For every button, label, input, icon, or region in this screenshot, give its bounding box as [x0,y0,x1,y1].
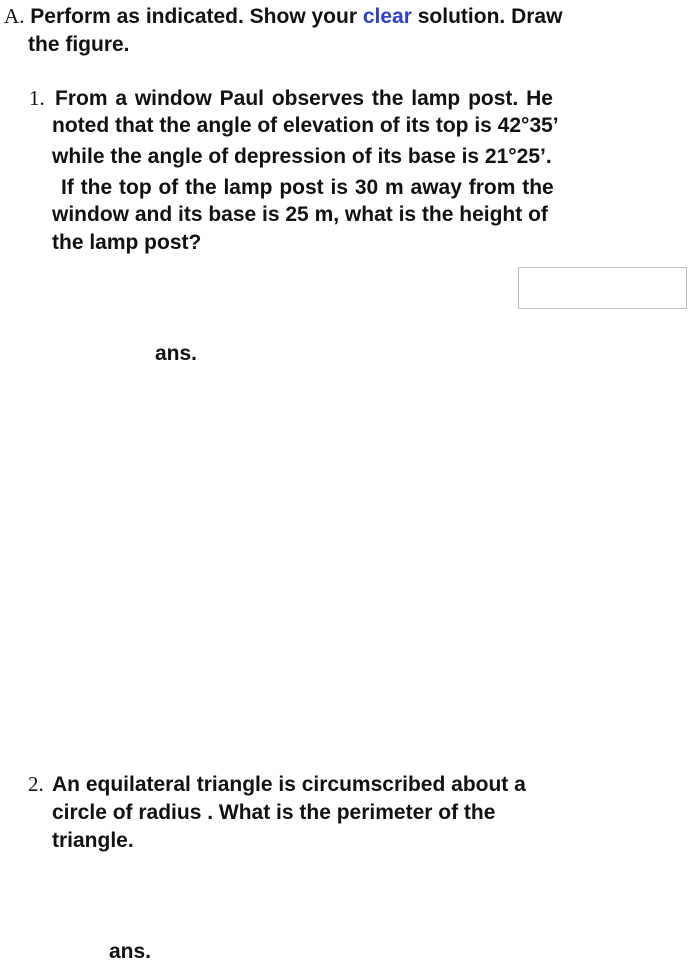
problem-1-line-2: noted that the angle of elevation of its top is 42°35’ [52,114,559,137]
problem-1-line-3: while the angle of depression of its base is 21°25’. [52,145,552,168]
section-a-text-before: Perform as indicated. Show your [30,5,358,28]
problem-2-line-2: circle of radius . What is the perimeter of the [52,801,496,824]
section-a-highlight-clear: clear [362,5,412,28]
answer-box [518,267,687,309]
problem-1-number: 1. [29,86,45,110]
problem-1-line-1: From a window Paul observes the lamp post. He [55,87,553,110]
problem-2-number: 2. [28,772,44,796]
problem-1-line-5: window and its base is 25 m, what is the height of [52,203,548,226]
problem-1-ans-label: ans. [155,342,198,365]
problem-2-line-1: An equilateral triangle is circumscribed about a [52,773,526,796]
problem-1-line-6: the lamp post? [52,231,202,254]
section-a-text-after: solution. Draw [417,5,563,28]
section-a-heading [4,6,562,27]
problem-2-line-3: triangle. [52,829,134,852]
problem-1-line-4: If the top of the lamp post is 30 m away from the [61,176,554,199]
section-a-heading-line-2: the figure. [28,33,130,56]
problem-2-ans-label: ans. [109,940,152,963]
section-a-label: A. [4,4,25,28]
